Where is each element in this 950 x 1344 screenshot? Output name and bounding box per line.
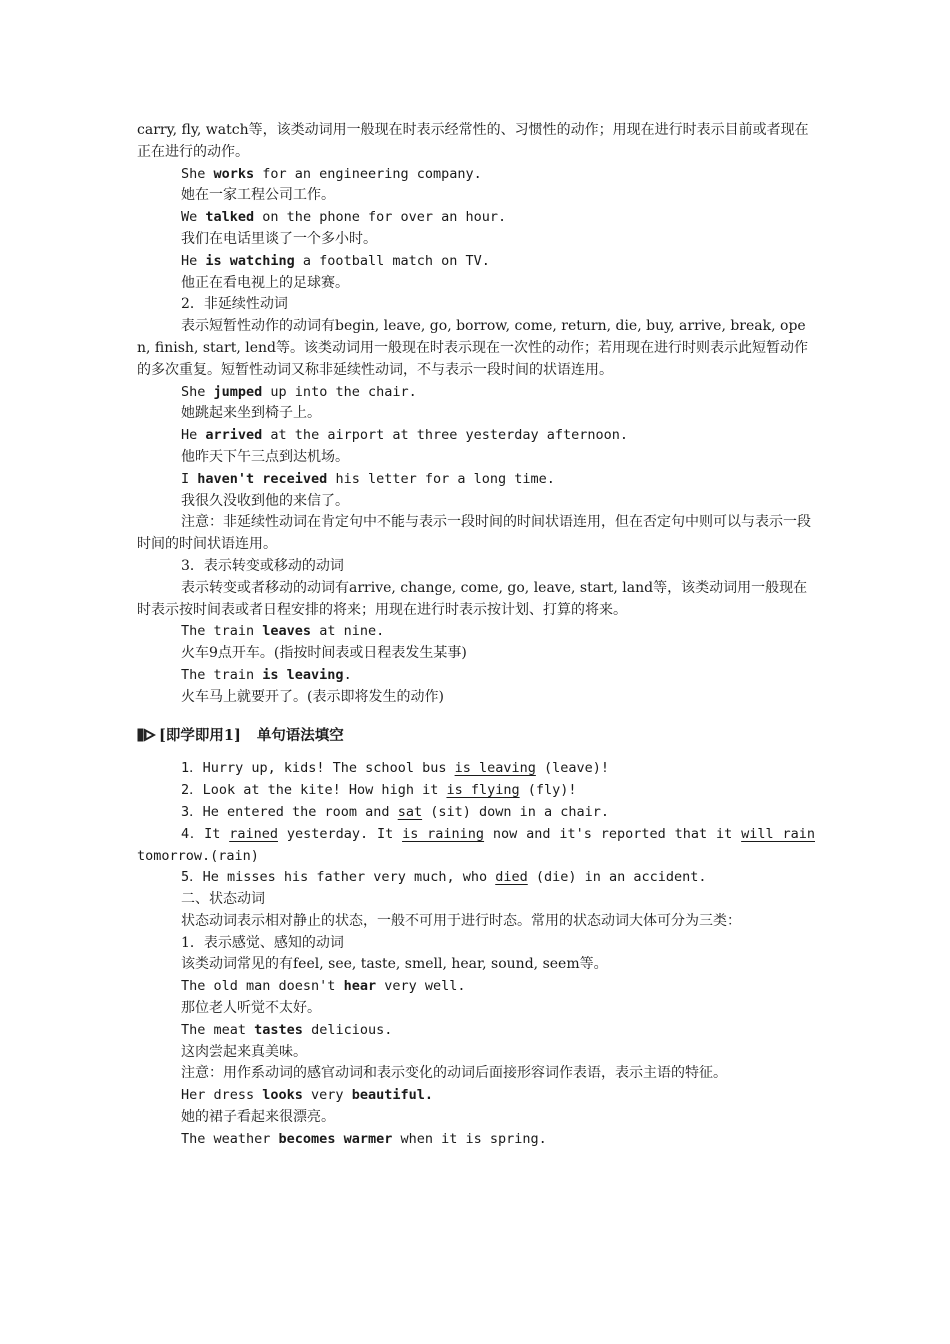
example-sentence: The old man doesn't hear very well. [181, 978, 466, 995]
example-translation: 火车马上就要开了。(表示即将发生的动作) [181, 688, 444, 705]
example-sentence: The weather becomes warmer when it is spring. [181, 1130, 547, 1147]
exercise-item: 3．He entered the room and sat (sit) down in a chair. [181, 803, 610, 820]
example-translation: 我们在电话里谈了一个多小时。 [181, 230, 377, 247]
exercise-title: 单句语法填空 [256, 726, 344, 744]
example-translation: 她在一家工程公司工作。 [181, 187, 335, 204]
section-title: 二、状态动词 [181, 891, 265, 908]
note-paragraph: 注意：用作系动词的感官动词和表示变化的动词后面接形容词作表语，表示主语的特征。 [181, 1065, 727, 1082]
exercise-label: [即学即用1] [159, 726, 241, 744]
paragraph: 表示转变或者移动的动词有arrive, change, come, go, leave, start, land等，该类动词用一般现在时表示按时间表或者日程安排的将来；用现在进行时表示按计划、打算的将来。 [137, 579, 808, 618]
exercise-item: 4．It rained yesterday. It is raining now and it's reported that it will rain tomorrow.(rain) [137, 825, 824, 864]
paragraph: 表示短暂性动作的动词有begin, leave, go, borrow, come, return, die, buy, arrive, break, open, finish, start, lend等。该类动词用一般现在时表示现在一次性的动作；若用现在进行时则表示此短暂动作的多次重复。短暂性动词又称非延续性动词，不与表示一段时间的状语连用。 [137, 318, 808, 378]
example-sentence: The train leaves at nine. [181, 623, 385, 640]
example-sentence: Her dress looks very beautiful. [181, 1087, 433, 1104]
answer-blank: sat [397, 803, 423, 820]
subsection-title: 2．非延续性动词 [181, 296, 288, 313]
answer-blank: is raining [402, 825, 485, 842]
example-translation: 我很久没收到他的来信了。 [181, 492, 349, 509]
subsection-title: 3．表示转变或移动的动词 [181, 557, 344, 574]
paragraph: 状态动词表示相对静止的状态，一般不可用于进行时态。常用的状态动词大体可分为三类： [181, 912, 741, 929]
paragraph-continuation: carry, fly, watch等，该类动词用一般现在时表示经常性的、习惯性的动作；用现在进行时表示目前或者现在正在进行的动作。 [137, 122, 809, 160]
answer-blank: rained [229, 825, 278, 842]
example-translation: 这肉尝起来真美味。 [181, 1043, 307, 1060]
play-arrow-icon [137, 727, 157, 743]
example-sentence: He arrived at the airport at three yesterday afternoon. [181, 427, 629, 444]
paragraph: 该类动词常见的有feel, see, taste, smell, hear, sound, seem等。 [181, 956, 608, 973]
example-translation: 火车9点开车。(指按时间表或日程表发生某事) [181, 645, 467, 662]
example-sentence: He is watching a football match on TV. [181, 252, 490, 269]
answer-blank: is flying [446, 782, 520, 799]
note-paragraph: 注意：非延续性动词在肯定句中不能与表示一段时间的时间状语连用，但在否定句中则可以与表示一段时间的时间状语连用。 [137, 514, 811, 553]
example-translation: 他正在看电视上的足球赛。 [181, 274, 349, 291]
answer-blank: died [495, 869, 528, 886]
example-sentence: We talked on the phone for over an hour. [181, 209, 507, 226]
example-sentence: I haven't received his letter for a long time. [181, 470, 555, 487]
answer-blank: will rain [741, 825, 815, 842]
example-sentence: She jumped up into the chair. [181, 383, 417, 400]
answer-blank: is leaving [454, 760, 536, 777]
exercise-item: 1．Hurry up, kids! The school bus is leaving (leave)! [181, 760, 610, 777]
exercise-heading [137, 725, 815, 747]
exercise-item: 5．He misses his father very much, who died (die) in an accident. [181, 869, 707, 886]
example-translation: 他昨天下午三点到达机场。 [181, 448, 349, 465]
example-sentence: She works for an engineering company. [181, 165, 482, 182]
exercise-item: 2．Look at the kite! How high it is flying (fly)! [181, 782, 577, 799]
example-translation: 那位老人听觉不太好。 [181, 1000, 321, 1017]
subsection-title: 1．表示感觉、感知的动词 [181, 934, 344, 951]
example-translation: 她的裙子看起来很漂亮。 [181, 1109, 335, 1126]
example-sentence: The train is leaving. [181, 666, 352, 683]
example-sentence: The meat tastes delicious. [181, 1021, 393, 1038]
document-page [137, 120, 824, 1151]
example-translation: 她跳起来坐到椅子上。 [181, 405, 321, 422]
